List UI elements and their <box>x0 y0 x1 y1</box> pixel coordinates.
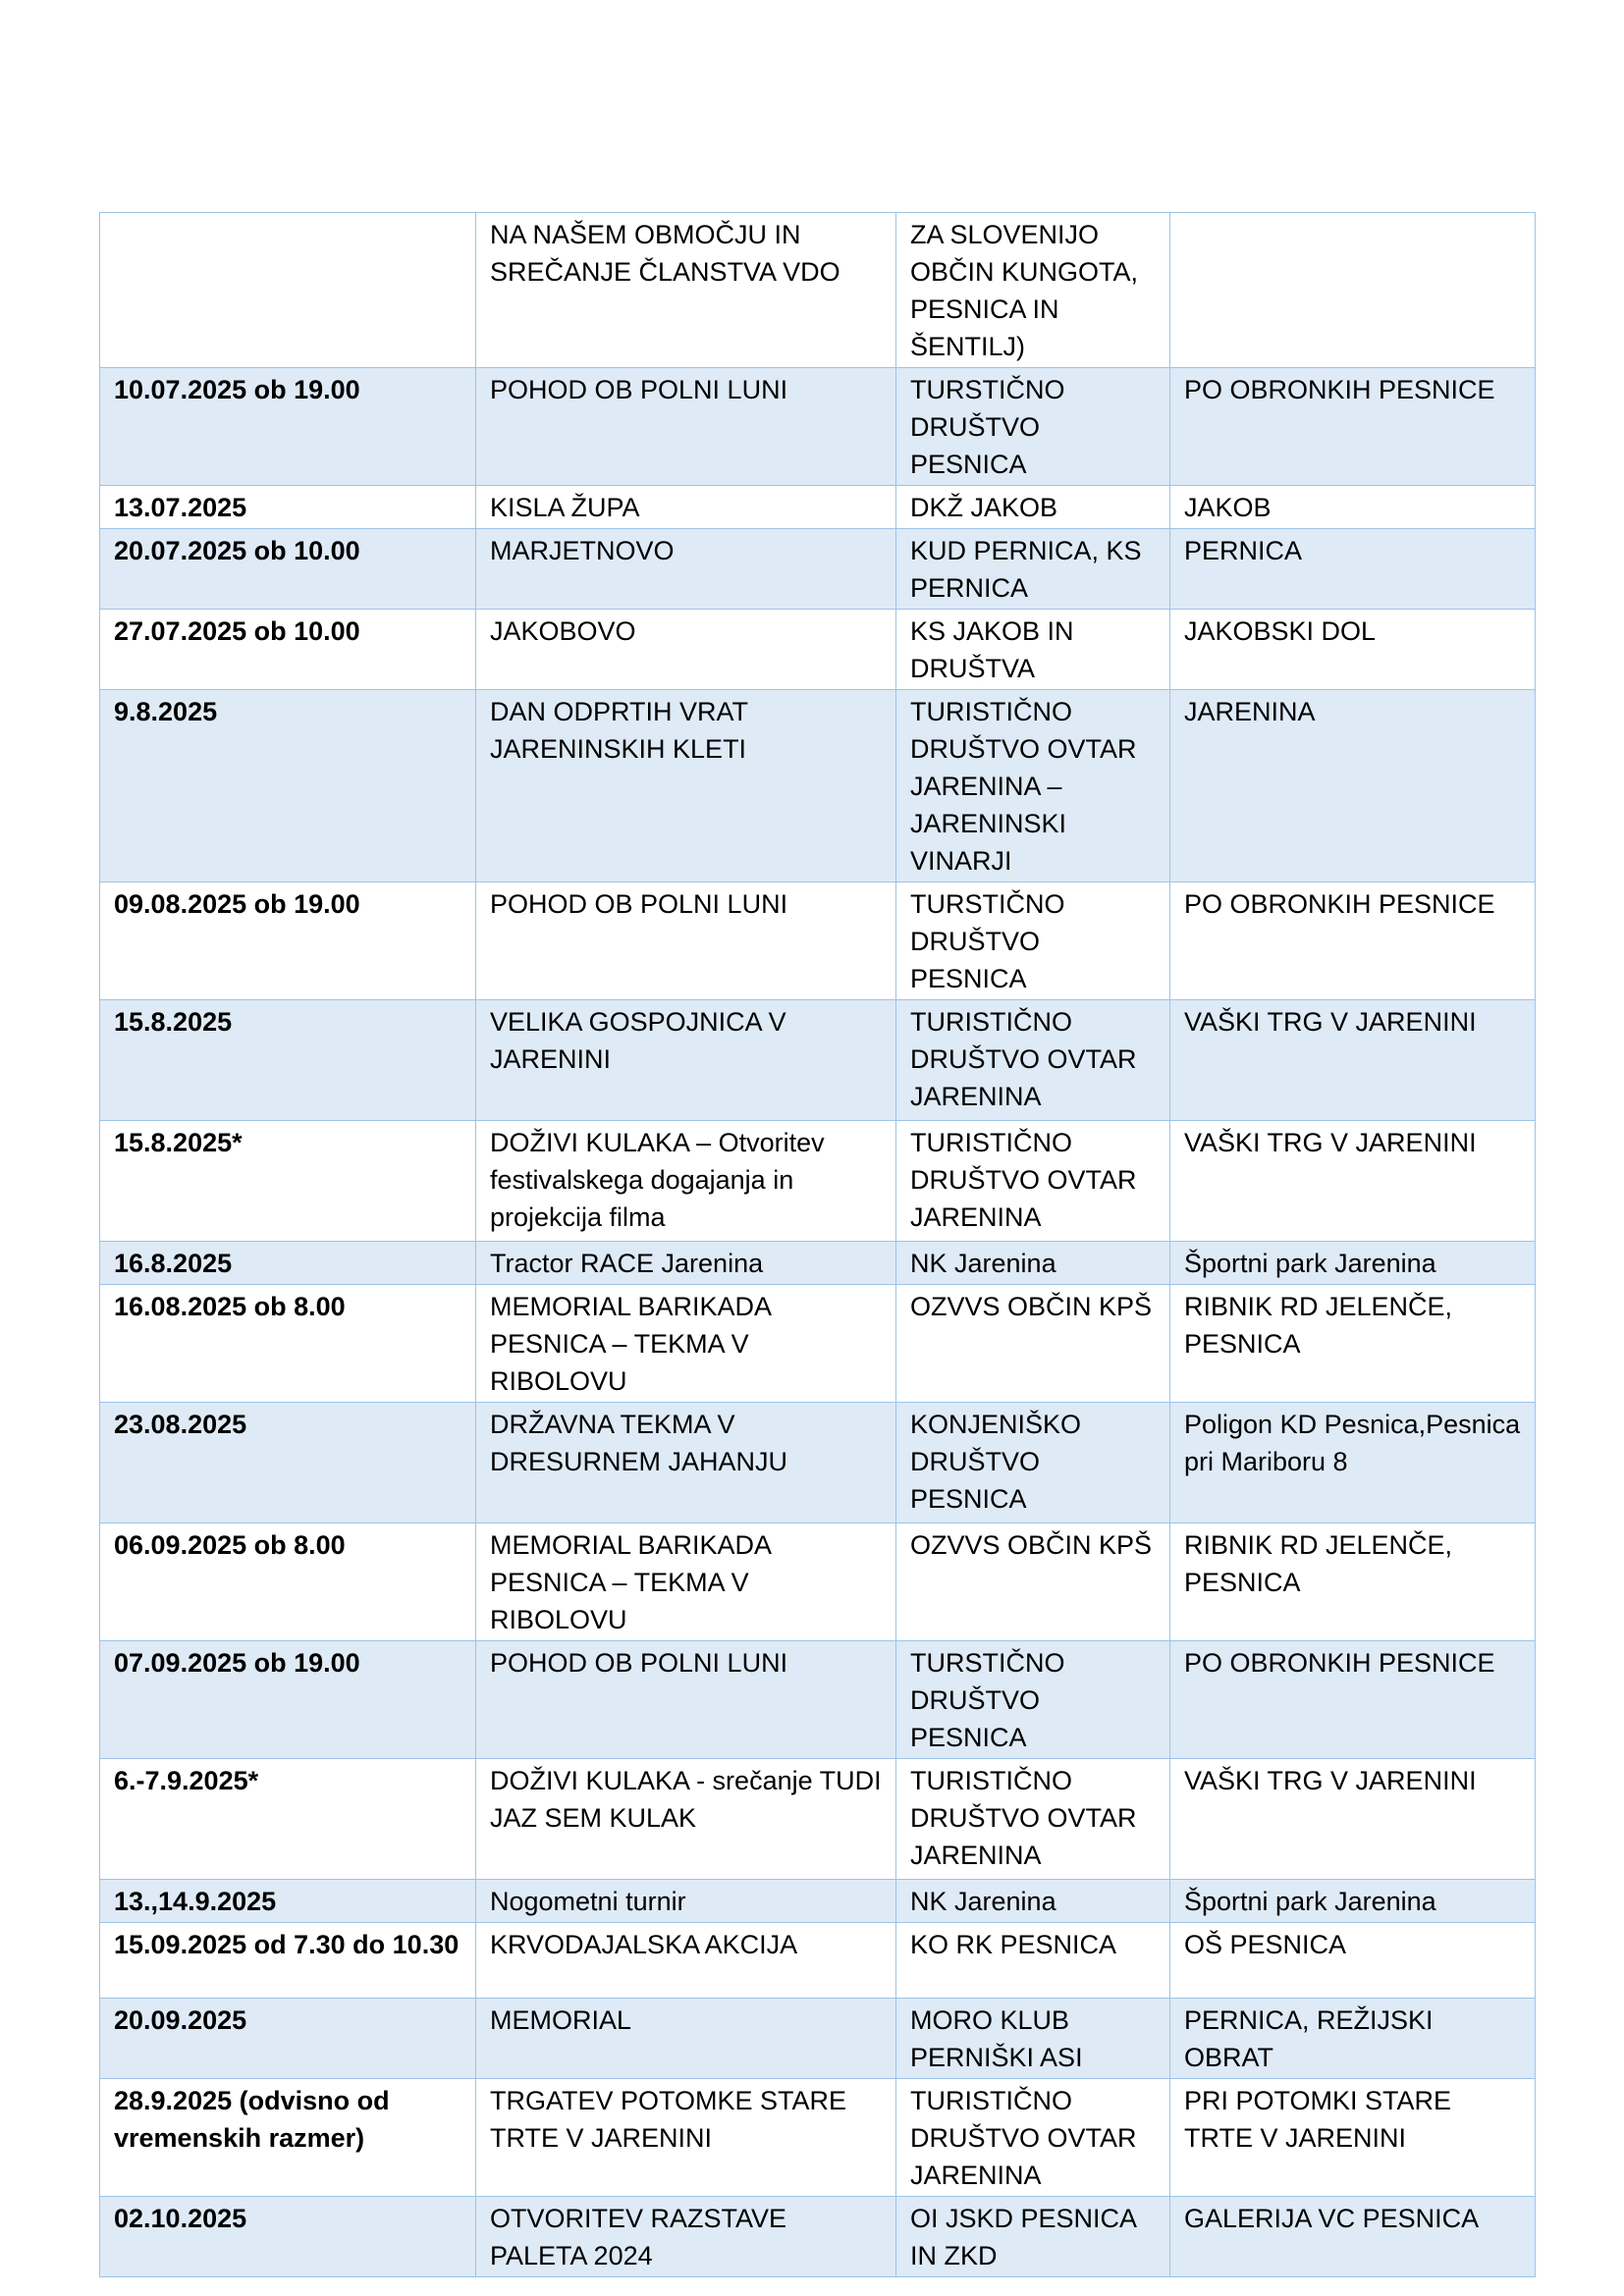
date-cell: 13.07.2025 <box>100 486 476 529</box>
table-row <box>100 213 1536 368</box>
location-cell: VAŠKI TRG V JARENINI <box>1170 1759 1536 1880</box>
date-cell: 6.-7.9.2025* <box>100 1759 476 1880</box>
date-cell: 27.07.2025 ob 10.00 <box>100 610 476 690</box>
organizer-cell: KUD PERNICA, KS PERNICA <box>896 529 1170 610</box>
organizer-cell: TURISTIČNO DRUŠTVO OVTAR JARENINA <box>896 1121 1170 1242</box>
organizer-cell: TURSTIČNO DRUŠTVO PESNICA <box>896 1641 1170 1759</box>
date-cell <box>100 213 476 368</box>
event-cell: DAN ODPRTIH VRAT JARENINSKIH KLETI <box>476 690 896 882</box>
date-cell: 20.09.2025 <box>100 1999 476 2079</box>
table-row <box>100 882 1536 1000</box>
location-cell: PERNICA, REŽIJSKI OBRAT <box>1170 1999 1536 2079</box>
table-row <box>100 368 1536 486</box>
date-cell: 13.,14.9.2025 <box>100 1880 476 1923</box>
event-cell: TRGATEV POTOMKE STARE TRTE V JARENINI <box>476 2079 896 2197</box>
event-cell: JAKOBOVO <box>476 610 896 690</box>
organizer-cell: KONJENIŠKO DRUŠTVO PESNICA <box>896 1403 1170 1523</box>
table-row <box>100 610 1536 690</box>
events-table-body <box>100 213 1536 2277</box>
location-cell: JAKOBSKI DOL <box>1170 610 1536 690</box>
location-cell: PO OBRONKIH PESNICE <box>1170 368 1536 486</box>
organizer-cell: ZA SLOVENIJO OBČIN KUNGOTA, PESNICA IN ŠENTILJ) <box>896 213 1170 368</box>
event-cell: DOŽIVI KULAKA - srečanje TUDI JAZ SEM KULAK <box>476 1759 896 1880</box>
event-cell: Tractor RACE Jarenina <box>476 1242 896 1285</box>
location-cell: PO OBRONKIH PESNICE <box>1170 882 1536 1000</box>
date-cell: 15.8.2025 <box>100 1000 476 1121</box>
table-row <box>100 1285 1536 1403</box>
organizer-cell: TURISTIČNO DRUŠTVO OVTAR JARENINA <box>896 1759 1170 1880</box>
location-cell: GALERIJA VC PESNICA <box>1170 2197 1536 2277</box>
location-cell: JARENINA <box>1170 690 1536 882</box>
table-row <box>100 1000 1536 1121</box>
table-row <box>100 1880 1536 1923</box>
location-cell: OŠ PESNICA <box>1170 1923 1536 1999</box>
location-cell <box>1170 213 1536 368</box>
table-row <box>100 690 1536 882</box>
date-cell: 07.09.2025 ob 19.00 <box>100 1641 476 1759</box>
event-cell: NA NAŠEM OBMOČJU IN SREČANJE ČLANSTVA VDO <box>476 213 896 368</box>
events-table <box>99 212 1536 2277</box>
organizer-cell: MORO KLUB PERNIŠKI ASI <box>896 1999 1170 2079</box>
organizer-cell: TURISTIČNO DRUŠTVO OVTAR JARENINA <box>896 2079 1170 2197</box>
date-cell: 9.8.2025 <box>100 690 476 882</box>
organizer-cell: TURSTIČNO DRUŠTVO PESNICA <box>896 368 1170 486</box>
event-cell: DRŽAVNA TEKMA V DRESURNEM JAHANJU <box>476 1403 896 1523</box>
event-cell: VELIKA GOSPOJNICA V JARENINI <box>476 1000 896 1121</box>
organizer-cell: OZVVS OBČIN KPŠ <box>896 1285 1170 1403</box>
table-row <box>100 1121 1536 1242</box>
event-cell: Nogometni turnir <box>476 1880 896 1923</box>
location-cell: RIBNIK RD JELENČE, PESNICA <box>1170 1523 1536 1641</box>
table-row <box>100 1242 1536 1285</box>
event-cell: KISLA ŽUPA <box>476 486 896 529</box>
table-row <box>100 1523 1536 1641</box>
table-row <box>100 1759 1536 1880</box>
location-cell: RIBNIK RD JELENČE, PESNICA <box>1170 1285 1536 1403</box>
date-cell: 16.8.2025 <box>100 1242 476 1285</box>
table-row <box>100 1923 1536 1999</box>
date-cell: 02.10.2025 <box>100 2197 476 2277</box>
table-row <box>100 2079 1536 2197</box>
location-cell: Športni park Jarenina <box>1170 1242 1536 1285</box>
date-cell: 23.08.2025 <box>100 1403 476 1523</box>
event-cell: POHOD OB POLNI LUNI <box>476 1641 896 1759</box>
organizer-cell: NK Jarenina <box>896 1880 1170 1923</box>
table-row <box>100 486 1536 529</box>
location-cell: Športni park Jarenina <box>1170 1880 1536 1923</box>
location-cell: PO OBRONKIH PESNICE <box>1170 1641 1536 1759</box>
organizer-cell: DKŽ JAKOB <box>896 486 1170 529</box>
event-cell: MARJETNOVO <box>476 529 896 610</box>
date-cell: 28.9.2025 (odvisno od vremenskih razmer) <box>100 2079 476 2197</box>
table-row <box>100 1403 1536 1523</box>
date-cell: 10.07.2025 ob 19.00 <box>100 368 476 486</box>
table-row <box>100 2197 1536 2277</box>
organizer-cell: OI JSKD PESNICA IN ZKD <box>896 2197 1170 2277</box>
location-cell: PRI POTOMKI STARE TRTE V JARENINI <box>1170 2079 1536 2197</box>
organizer-cell: TURISTIČNO DRUŠTVO OVTAR JARENINA – JARENINSKI VINARJI <box>896 690 1170 882</box>
organizer-cell: KO RK PESNICA <box>896 1923 1170 1999</box>
table-row <box>100 529 1536 610</box>
date-cell: 20.07.2025 ob 10.00 <box>100 529 476 610</box>
organizer-cell: OZVVS OBČIN KPŠ <box>896 1523 1170 1641</box>
event-cell: POHOD OB POLNI LUNI <box>476 368 896 486</box>
table-row <box>100 1641 1536 1759</box>
location-cell: VAŠKI TRG V JARENINI <box>1170 1000 1536 1121</box>
event-cell: MEMORIAL <box>476 1999 896 2079</box>
event-cell: OTVORITEV RAZSTAVE PALETA 2024 <box>476 2197 896 2277</box>
location-cell: PERNICA <box>1170 529 1536 610</box>
event-cell: KRVODAJALSKA AKCIJA <box>476 1923 896 1999</box>
location-cell: VAŠKI TRG V JARENINI <box>1170 1121 1536 1242</box>
organizer-cell: TURISTIČNO DRUŠTVO OVTAR JARENINA <box>896 1000 1170 1121</box>
event-cell: POHOD OB POLNI LUNI <box>476 882 896 1000</box>
date-cell: 06.09.2025 ob 8.00 <box>100 1523 476 1641</box>
location-cell: Poligon KD Pesnica,Pesnica pri Mariboru 8 <box>1170 1403 1536 1523</box>
date-cell: 15.09.2025 od 7.30 do 10.30 <box>100 1923 476 1999</box>
event-cell: MEMORIAL BARIKADA PESNICA – TEKMA V RIBOLOVU <box>476 1285 896 1403</box>
date-cell: 09.08.2025 ob 19.00 <box>100 882 476 1000</box>
organizer-cell: KS JAKOB IN DRUŠTVA <box>896 610 1170 690</box>
date-cell: 16.08.2025 ob 8.00 <box>100 1285 476 1403</box>
table-row <box>100 1999 1536 2079</box>
event-cell: MEMORIAL BARIKADA PESNICA – TEKMA V RIBOLOVU <box>476 1523 896 1641</box>
organizer-cell: NK Jarenina <box>896 1242 1170 1285</box>
location-cell: JAKOB <box>1170 486 1536 529</box>
organizer-cell: TURSTIČNO DRUŠTVO PESNICA <box>896 882 1170 1000</box>
date-cell: 15.8.2025* <box>100 1121 476 1242</box>
event-cell: DOŽIVI KULAKA – Otvoritev festivalskega dogajanja in projekcija filma <box>476 1121 896 1242</box>
